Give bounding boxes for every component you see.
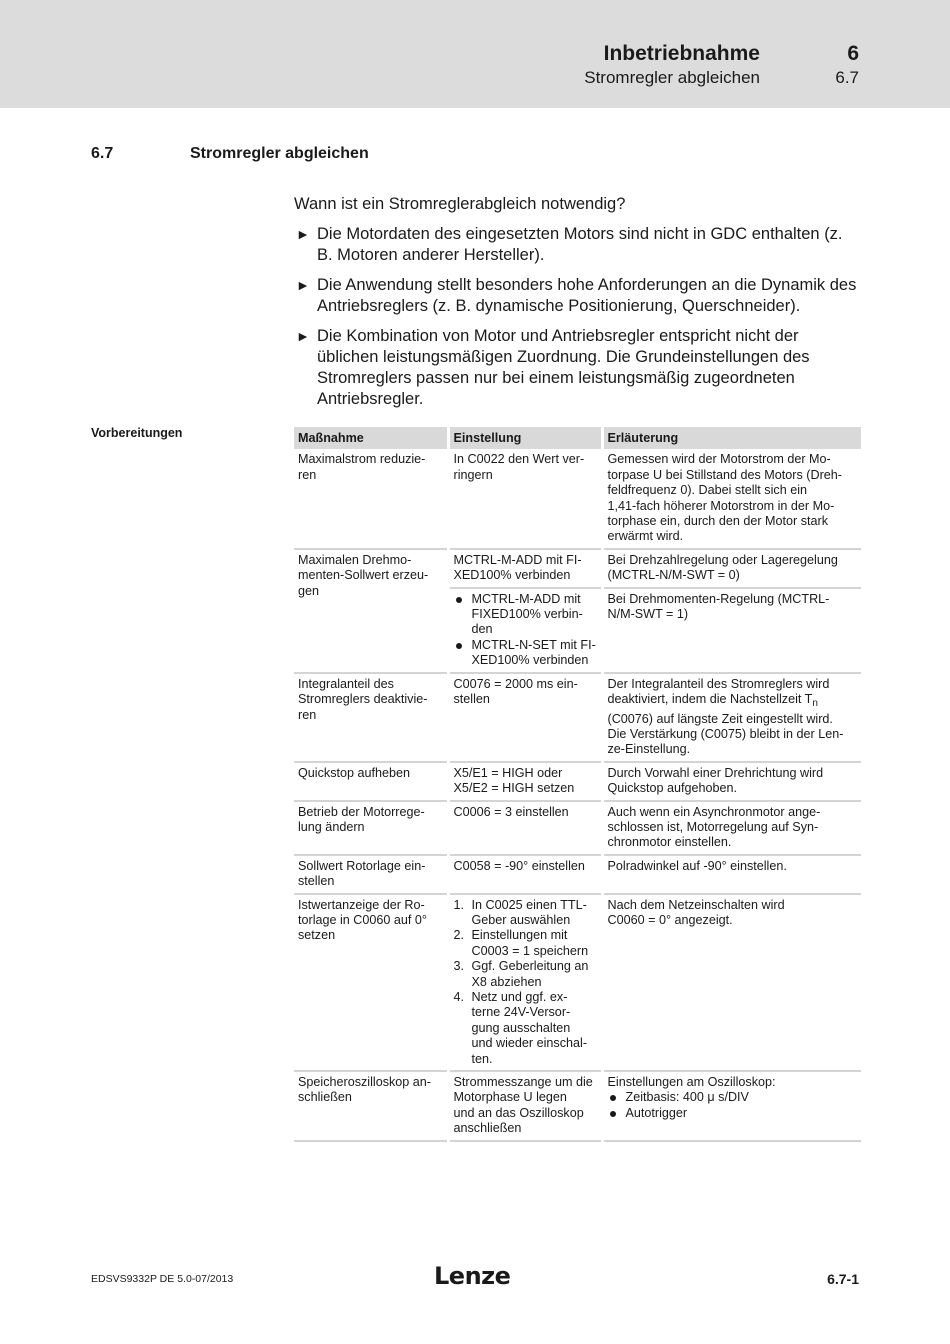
step-number: 2.	[453, 928, 465, 943]
cell-massnahme: Maximalen Drehmo- menten-Sollwert erzeu- gen	[294, 549, 448, 673]
list-item	[454, 638, 597, 669]
cell-massnahme: Integralanteil des Stromreglers deaktivie- ren	[294, 673, 448, 762]
bullet-dot-icon	[610, 1111, 616, 1117]
cell-erlaeuterung: Bei Drehmomenten-Regelung (MCTRL- N/M-SWT = 1)	[602, 588, 861, 673]
list-item-text: Einstellungen mit C0003 = 1 speichern	[471, 928, 589, 958]
text-part: (C0076) auf längste Zeit eingestellt wird. Die Verstärkung (C0075) bleibt in der Len- ze-Einstellung.	[607, 711, 844, 757]
triangle-bullet-icon: ►	[296, 328, 310, 344]
cell-massnahme: Betrieb der Motorrege- lung ändern	[294, 801, 448, 855]
table-row	[294, 894, 861, 1071]
table-row	[294, 855, 861, 894]
cell-einstellung: In C0022 den Wert ver- ringern	[448, 449, 602, 548]
header-massnahme: Maßnahme	[294, 427, 448, 449]
intro-bullet	[294, 326, 860, 410]
cell-erlaeuterung: Nach dem Netzeinschalten wird C0060 = 0° angezeigt.	[602, 894, 861, 1071]
header-band	[0, 0, 950, 108]
cell-erlaeuterung	[602, 1071, 861, 1141]
list-item-text: Ggf. Geberleitung an X8 abziehen	[471, 959, 589, 989]
list-item	[454, 990, 597, 1067]
cell-erlaeuterung: Gemessen wird der Motorstrom der Mo- torpase U bei Stillstand des Motors (Dreh- feldfrequenz 0). Dabei stellt sich ein 1,41-fach höherer Motorstrom in der Mo- torphase ein, durch den der Motor stark erwärmt wird.	[602, 449, 861, 548]
bullet-dot-icon	[610, 1095, 616, 1101]
table-row	[294, 762, 861, 801]
intro-bullet-text: Die Kombination von Motor und Antriebsregler entspricht nicht der üblichen leistungsmäßigen Zuordnung. Die Grundeinstellungen des Stromreglers passen nur bei einem leistungsmäßig zugeordneten Antriebsregler.	[317, 327, 810, 408]
triangle-bullet-icon: ►	[296, 277, 310, 293]
cell-massnahme: Maximalstrom reduzie- ren	[294, 449, 448, 548]
intro-bullet-text: Die Anwendung stellt besonders hohe Anforderungen an die Dynamik des Antriebsreglers (z. B. dynamische Positionierung, Querschneider).	[317, 276, 857, 315]
intro-bullet-text: Die Motordaten des eingesetzten Motors sind nicht in GDC enthalten (z. B. Motoren anderer Hersteller).	[317, 225, 843, 264]
cell-massnahme: Speicheroszilloskop an- schließen	[294, 1071, 448, 1141]
section-number-header: 6.7	[835, 68, 859, 87]
measures-table	[294, 427, 861, 1142]
numbered-list	[454, 898, 597, 1067]
footer-page-number: 6.7-1	[827, 1271, 859, 1287]
list-item-text: Zeitbasis: 400 μ s/DIV	[625, 1090, 749, 1105]
cell-massnahme: Quickstop aufheben	[294, 762, 448, 801]
header-einstellung: Einstellung	[448, 427, 602, 449]
section-title: Stromregler abgleichen	[190, 145, 369, 162]
cell-einstellung	[448, 588, 602, 673]
footer-document-id: EDSVS9332P DE 5.0-07/2013	[91, 1273, 234, 1285]
list-item	[454, 592, 597, 638]
chapter-title: Inbetriebnahme	[603, 42, 760, 65]
intro-bullet	[294, 275, 860, 317]
list-item	[454, 928, 597, 959]
intro-bullet	[294, 224, 860, 266]
oscilloscope-title: Einstellungen am Oszilloskop:	[607, 1075, 776, 1090]
list-item-text: In C0025 einen TTL- Geber auswählen	[471, 897, 587, 927]
step-number: 3.	[453, 959, 465, 974]
cell-einstellung: Strommesszange um die Motorphase U legen und an das Oszilloskop anschließen	[448, 1071, 602, 1141]
cell-einstellung: C0058 = -90° einstellen	[448, 855, 602, 894]
list-item-text: Autotrigger	[625, 1105, 688, 1120]
cell-erlaeuterung: Auch wenn ein Asynchronmotor ange- schlossen ist, Motorregelung auf Syn- chronmotor einstellen.	[602, 801, 861, 855]
cell-massnahme: Sollwert Rotorlage ein- stellen	[294, 855, 448, 894]
cell-erlaeuterung: Polradwinkel auf -90° einstellen.	[602, 855, 861, 894]
list-item-text: MCTRL-N-SET mit FI- XED100% verbinden	[471, 637, 596, 668]
cell-einstellung	[448, 894, 602, 1071]
table-row	[294, 801, 861, 855]
header-erlaeuterung: Erläuterung	[602, 427, 861, 449]
table-row	[294, 1071, 861, 1141]
table-header-row	[294, 427, 861, 449]
cell-erlaeuterung: Durch Vorwahl einer Drehrichtung wird Quickstop aufgehoben.	[602, 762, 861, 801]
chapter-number: 6	[847, 42, 859, 65]
list-item	[608, 1090, 858, 1105]
cell-einstellung: C0006 = 3 einstellen	[448, 801, 602, 855]
cell-erlaeuterung	[602, 673, 861, 762]
step-number: 4.	[453, 990, 465, 1004]
list-item	[454, 898, 597, 929]
bullet-list	[608, 1090, 858, 1121]
cell-einstellung: MCTRL-M-ADD mit FI- XED100% verbinden	[448, 549, 602, 588]
list-item-text: Netz und ggf. ex- terne 24V-Versor- gung ausschalten und wieder einschal- ten.	[471, 990, 588, 1066]
table-row	[294, 673, 861, 762]
subscript: n	[812, 698, 818, 710]
cell-erlaeuterung: Bei Drehzahlregelung oder Lageregelung (MCTRL-N/M-SWT = 0)	[602, 549, 861, 588]
bullet-list	[454, 592, 597, 669]
bullet-dot-icon	[456, 597, 462, 603]
cell-massnahme: Istwertanzeige der Ro- torlage in C0060 auf 0° setzen	[294, 894, 448, 1071]
list-item	[454, 959, 597, 990]
intro-question: Wann ist ein Stromreglerabgleich notwendig?	[294, 195, 626, 213]
table-row	[294, 449, 861, 548]
list-item	[608, 1106, 858, 1121]
cell-einstellung: X5/E1 = HIGH oder X5/E2 = HIGH setzen	[448, 762, 602, 801]
side-label-vorbereitungen: Vorbereitungen	[91, 426, 183, 440]
section-number: 6.7	[91, 145, 114, 162]
lenze-logo: Lenze	[434, 1262, 511, 1290]
list-item-text: MCTRL-M-ADD mit FIXED100% verbin- den	[471, 591, 583, 637]
triangle-bullet-icon: ►	[296, 226, 310, 242]
cell-einstellung: C0076 = 2000 ms ein- stellen	[448, 673, 602, 762]
section-subtitle: Stromregler abgleichen	[584, 68, 760, 87]
text-part: Der Integralanteil des Stromreglers wird deaktiviert, indem die Nachstellzeit T	[607, 676, 830, 707]
table-row	[294, 549, 861, 588]
bullet-dot-icon	[456, 643, 462, 649]
intro-block	[294, 194, 860, 419]
step-number: 1.	[453, 897, 465, 912]
